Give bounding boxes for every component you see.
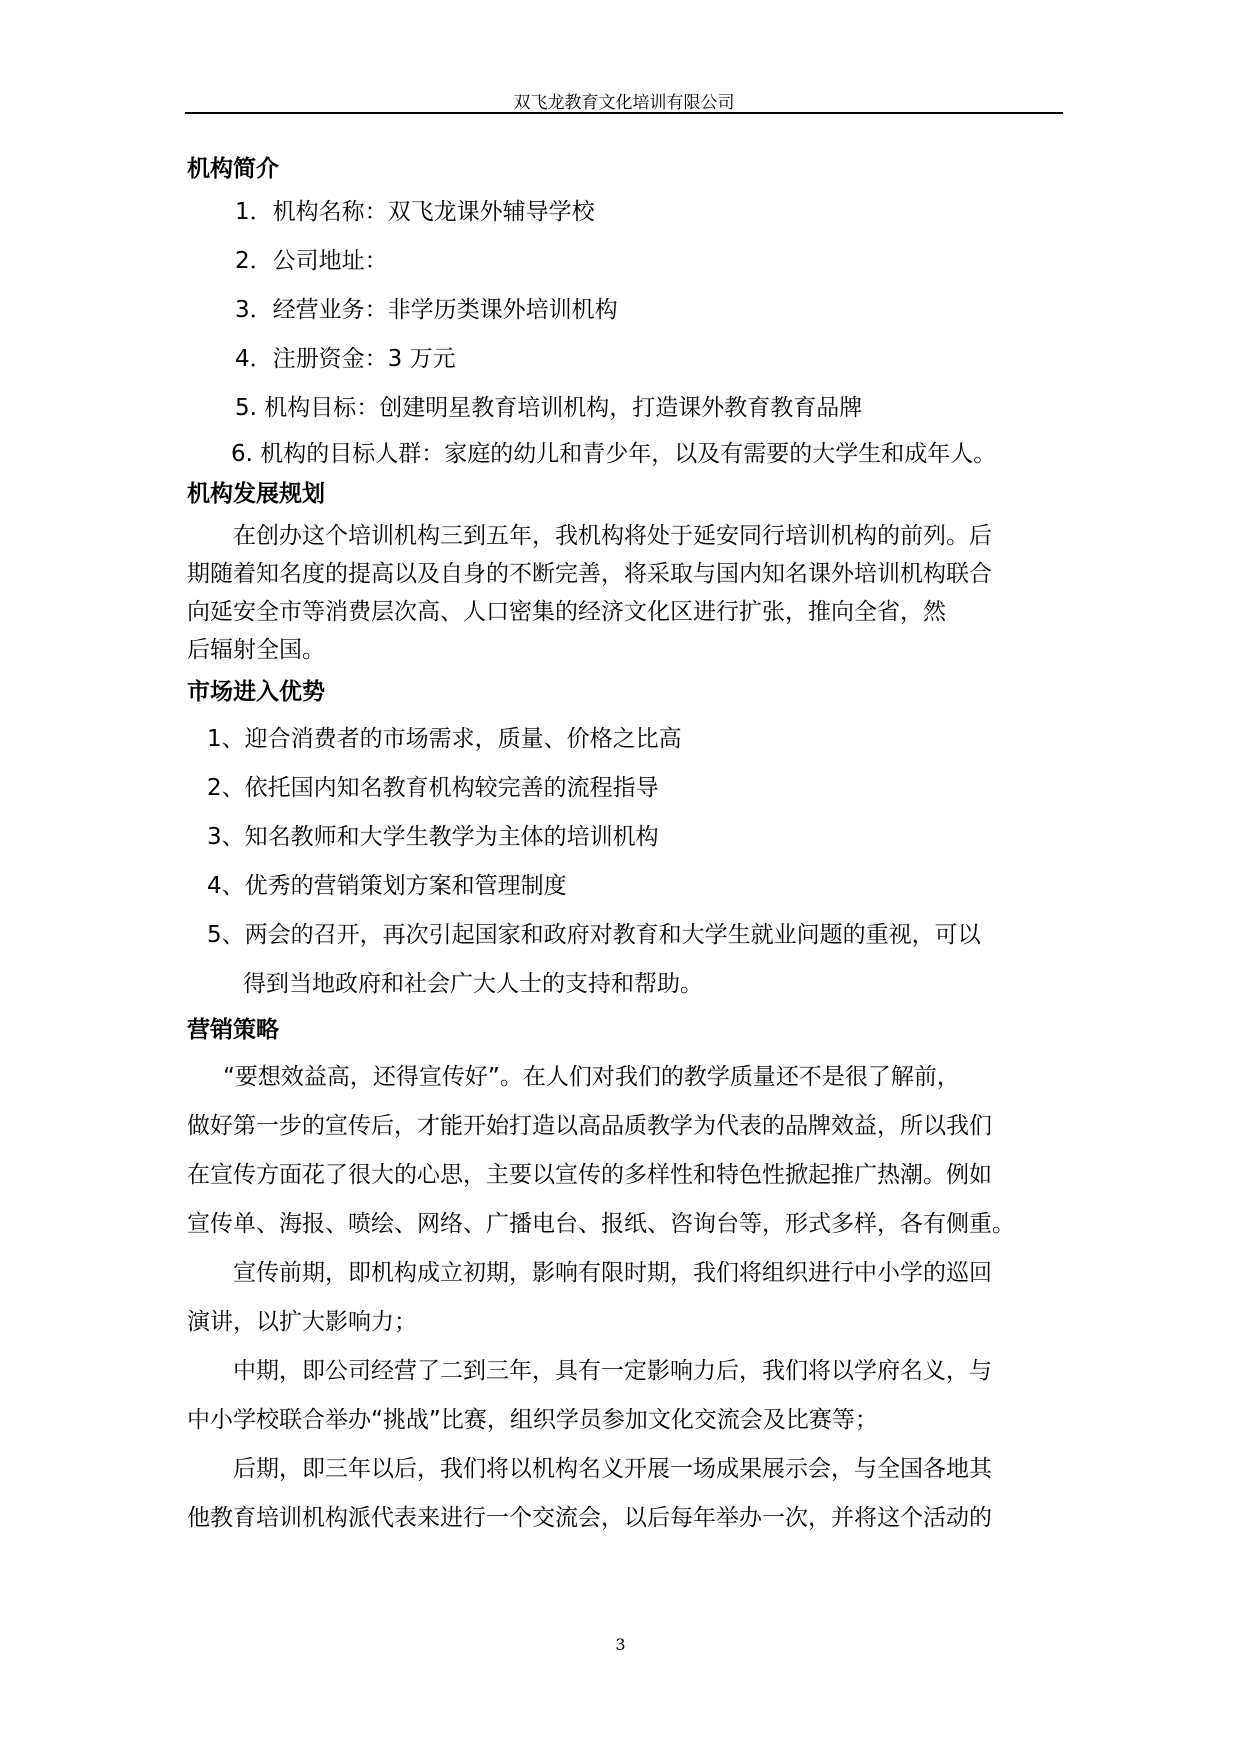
marketing-line: 中期，即公司经营了二到三年，具有一定影响力后，我们将以学府名义，与	[233, 1358, 992, 1384]
marketing-line: 做好第一步的宣传后，才能开始打造以高品质教学为代表的品牌效益，所以我们	[187, 1113, 992, 1139]
marketing-line: 在宣传方面花了很大的心思，主要以宣传的多样性和特色性掀起推广热潮。例如	[187, 1162, 992, 1188]
advantage-item: 3、知名教师和大学生教学为主体的培训机构	[207, 824, 659, 850]
intro-item: 4．注册资金：3 万元	[235, 346, 456, 372]
header-rule	[185, 112, 1063, 114]
intro-list	[187, 188, 1063, 475]
marketing-paragraphs	[187, 1053, 1063, 1543]
marketing-paragraph	[187, 1445, 1063, 1543]
plan-line: 后辐射全国。	[187, 637, 325, 663]
plan-paragraph	[187, 517, 1063, 669]
plan-line: 在创办这个培训机构三到五年，我机构将处于延安同行培训机构的前列。后	[233, 523, 992, 549]
advantage-item: 4、优秀的营销策划方案和管理制度	[207, 873, 567, 899]
section-title-advantage: 市场进入优势	[187, 679, 325, 705]
plan-line: 期随着知名度的提高以及自身的不断完善，将采取与国内知名课外培训机构联合	[187, 561, 992, 587]
intro-item: 3．经营业务：非学历类课外培训机构	[235, 297, 618, 323]
advantage-item: 1、迎合消费者的市场需求，质量、价格之比高	[207, 726, 682, 752]
section-title-marketing: 营销策略	[187, 1017, 279, 1043]
marketing-line: 宣传单、海报、喷绘、网络、广播电台、报纸、咨询台等，形式多样，各有侧重。	[187, 1211, 1015, 1237]
marketing-line: “要想效益高，还得宣传好”。在人们对我们的教学质量还不是很了解前，	[223, 1064, 960, 1090]
section-title-plan: 机构发展规划	[187, 481, 325, 507]
intro-item: 6. 机构的目标人群：家庭的幼儿和青少年，以及有需要的大学生和成年人。	[231, 441, 997, 467]
marketing-line: 宣传前期，即机构成立初期，影响有限时期，我们将组织进行中小学的巡回	[233, 1260, 992, 1286]
advantage-list	[187, 715, 1063, 1009]
advantage-item: 5、两会的召开，再次引起国家和政府对教育和大学生就业问题的重视，可以	[207, 922, 981, 948]
document-body	[187, 150, 1063, 1543]
marketing-line: 中小学校联合举办“挑战”比赛，组织学员参加文化交流会及比赛等；	[187, 1407, 878, 1433]
marketing-line: 演讲，以扩大影响力；	[187, 1309, 417, 1335]
marketing-paragraph	[187, 1053, 1063, 1249]
advantage-item-continuation: 得到当地政府和社会广大人士的支持和帮助。	[243, 971, 703, 997]
intro-item: 5. 机构目标：创建明星教育培训机构，打造课外教育教育品牌	[235, 395, 863, 421]
marketing-paragraph	[187, 1249, 1063, 1347]
intro-item: 1．机构名称：双飞龙课外辅导学校	[235, 199, 595, 225]
marketing-line: 他教育培训机构派代表来进行一个交流会，以后每年举办一次，并将这个活动的	[187, 1505, 992, 1531]
running-header: 双飞龙教育文化培训有限公司	[513, 93, 735, 113]
plan-line: 向延安全市等消费层次高、人口密集的经济文化区进行扩张，推向全省，然	[187, 599, 946, 625]
intro-item: 2．公司地址：	[235, 248, 388, 274]
marketing-line: 后期，即三年以后，我们将以机构名义开展一场成果展示会，与全国各地其	[233, 1456, 992, 1482]
advantage-item: 2、依托国内知名教育机构较完善的流程指导	[207, 775, 659, 801]
marketing-paragraph	[187, 1347, 1063, 1445]
section-title-intro: 机构简介	[187, 156, 279, 182]
page-number: 3	[615, 1635, 626, 1654]
